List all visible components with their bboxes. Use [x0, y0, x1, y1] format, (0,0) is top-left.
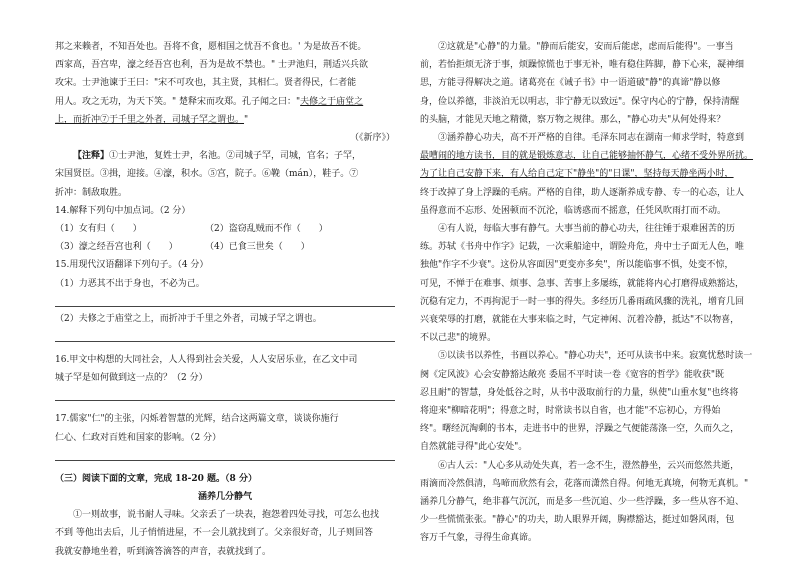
paragraph-4 — [420, 220, 770, 347]
paragraph-6 — [420, 457, 770, 548]
question-15: 15.用现代汉语翻译下列句子。（4 分） — [55, 260, 209, 271]
underlined-sentence: 夫修之于庙堂之 — [300, 96, 364, 107]
essay-line: ①一则故事，说书耐人寻味。父亲丢了一块表，抱怨着四处寻找，可怎么也找 — [73, 510, 380, 521]
essay-title: 涵养几分静气 — [197, 492, 252, 503]
underlined-sentence: 最嘈闹的地方读书，目的就是锻炼意志，让自己能够抽怀静气，心绪不受外界所扰。 — [420, 151, 754, 162]
essay-line: 自然就能寻得"此心安处"。 — [420, 442, 528, 453]
essay-line: 虽得意而不忘形、处困顿而不沉沦，临诱惑而不摇意，任凭风吹雨打而不动。 — [420, 205, 727, 216]
passage-line: 攻宋。士尹池谏于王曰："宋不可攻也，其主贤，其相仁。贤者得民，仁者能 — [55, 78, 357, 89]
essay-line: 忍且耐"的智慧，身处低谷之时，从书中汲取前行的力量，纵使"山重水复"也终将 — [420, 387, 739, 398]
q15-sentence-2: （2）夫修之于庙堂之上，而折冲于千里之外者，司城子罕之谓也。 — [55, 313, 322, 324]
underlined-sentence: 为了让自己安静下来，有人给自己定下"静坐"的"日课"，坚持每天静坐两小时， — [420, 169, 734, 180]
answer-line[interactable] — [55, 328, 395, 342]
essay-line: 思，方能寻得解决之道。诸葛亮在《诫子书》中一语道破"静"的真谛"静以修 — [420, 78, 721, 89]
question-14: 14.解释下列句中加点词。（2 分） — [55, 205, 191, 216]
answer-line[interactable] — [55, 293, 395, 307]
notes-line: ①士尹池，复姓士尹，名池。②司城子罕，司城，官名；子罕， — [109, 151, 362, 162]
q14-item[interactable]: （3）濠之经吾宫也利（ ） — [55, 242, 178, 253]
essay-line: 练。苏轼《书舟中作字》记载，一次乘船途中，谓险舟危，舟中士子面无人色，唯 — [420, 242, 745, 253]
answer-line[interactable] — [55, 447, 395, 461]
essay-line: 阕《定风波》心会安静豁达敞亮 委屈不平时读一卷《宽容的哲学》能收获"既 — [420, 369, 725, 380]
essay-line: 涵养几分静气，绝非暮气沉沉，而是多一些沉追、少一些浮躁，多一些从容不迫、 — [420, 497, 745, 508]
essay-line: 容万千气象，寻得生命真谛。 — [420, 533, 538, 544]
essay-line: ④有人说，每临大事有静气。大事当前的静心功夫，往往锤于艰难困苦的历 — [438, 224, 736, 235]
notes — [55, 147, 395, 202]
passage-line: 上，而折冲⑦于千里之外者，司城子罕之谓也。" — [55, 114, 249, 125]
question-16: 城子罕是如何做到这一点的？（2 分） — [55, 373, 208, 384]
essay-line: 不以己悲"的境界。 — [420, 333, 497, 344]
paragraph-3 — [420, 129, 770, 220]
passage-line: 西家高，吾宫卑，濠之经吾宫也利，吾为是故不禁也。" 士尹池归，荆适兴兵欲 — [55, 60, 369, 71]
essay-line: 雨滴而冷然俱清，鸟啼而欣然有会，花落而潇然自得。何地无真境，何物无真机。" — [420, 478, 749, 489]
notes-line: 折冲：制敌取胜。 — [55, 187, 128, 198]
essay-line: ②这就是"心静"的力量。"静而后能安，安而后能虑，虑而后能得"。一事当 — [438, 42, 734, 52]
passage-line: 用人。攻之无功，为天下笑。" 楚释宋而攻郑。孔子闻之曰："夫修之于庙堂之 — [55, 96, 364, 107]
essay-line: ⑥古人云："人心多从动处失真，若一念不生，澄然静坐，云兴而悠然共逝， — [438, 460, 740, 471]
paragraph-2 — [420, 38, 770, 129]
question-16: 16.甲文中构想的大同社会，人人得到社会关爱，人人安居乐业，在乙文中司 — [55, 355, 358, 366]
essay-line: 可见，不惮于在难事、烦事、急事、苦事上多屡练，就能将内心打磨得成熟豁达， — [420, 278, 745, 289]
essay-line: 我就安静地坐着，听到滴答滴答的声音，表就找到了。 — [55, 546, 272, 557]
notes-label: 【注释】 — [73, 151, 110, 162]
left-column — [55, 38, 395, 561]
essay-line: 兴衰荣辱的打磨，就能在大事来临之时，气定神闲、沉着冷静，抵达"不以物喜， — [420, 315, 740, 326]
q14-row — [55, 220, 395, 238]
notes-line: 宋国贤臣。③揖，迎接。④濠，积水。⑤宫，院子。⑥鞔（mán），鞋子。⑦ — [55, 169, 359, 180]
section-3-heading: （三）阅读下面的文章，完成 18-20 题。（8 分） — [55, 473, 257, 484]
q14-item[interactable]: （2）盗窃乱贼而不作（ ） — [205, 224, 328, 235]
q14-row — [55, 238, 395, 256]
essay-line: 少一些慌慌张张。"静心"的功夫，助人眼界开阔，胸襟豁达，挺过如磐风雨，包 — [420, 515, 735, 526]
essay-line: 不到 等他出去后，儿子悄悄进屋，不一会儿就找到了。父亲很好奇，儿子则回答 — [55, 528, 373, 539]
paragraph-5 — [420, 347, 770, 456]
essay-line: 的头脑，才能见天地之精微，察万物之规律。那么，"静心功夫"从何处得来？ — [420, 114, 726, 125]
source-citation: （《新序》） — [349, 133, 395, 144]
question-17: 17.儒家"仁"的主张，闪烁着智慧的光辉，结合这两篇文章，谈谈你施行 — [55, 414, 339, 425]
essay-line: 独他"作字不少衰"。这份从容面因"更变亦多矣"，所以能临事不惧，处变不惊， — [420, 260, 734, 271]
q14-item[interactable]: （4）已食三世矣（ ） — [205, 242, 310, 253]
passage — [55, 38, 395, 129]
essay-line: 身，俭以养德，非淡泊无以明志，非宁静无以致远"。保守内心的宁静，保持清醒 — [420, 96, 740, 107]
underlined-sentence: 上，而折冲⑦于千里之外者，司城子罕之谓也。 — [55, 114, 245, 125]
essay-line: ⑤以读书以养性，书画以养心。"静心功夫"，还可从读书中来。寂寞忧愁时读一 — [438, 351, 753, 362]
q14-item[interactable]: （1）女有归（ ） — [55, 224, 142, 235]
essay-line: 沉稳有定力，不再拘泥于一时一事的得失。多经历几番雨疏风骤的洗礼，增育几回 — [420, 296, 745, 307]
essay-line: 前，若怡拒烦无济于事，烦躁惊慌也于事无补，唯有稳住阵脚，静下心来，凝神细 — [420, 60, 745, 71]
question-17: 仁心、仁政对百姓和国家的影响。（2 分） — [55, 432, 222, 443]
q15-sentence-1: （1）力恶其不出于身也，不必为己。 — [55, 278, 205, 289]
essay-line: 将迎来"柳暗花明"；得意之时，时常读书以自省，也才能"不忘初心，方得始 — [420, 406, 721, 417]
right-column — [420, 38, 770, 548]
answer-line[interactable] — [55, 387, 395, 401]
essay-line: ③涵养静心功夫，高不开严格的自律。毛泽东同志在湖南一师求学时，特意到 — [438, 133, 745, 144]
passage-line: 邦之来赖者，不知吾处也。吾将不食，愿相国之忧吾不食也。' 为是故吾不徙。 — [55, 42, 367, 52]
essay-line: 终于改掉了身上浮躁的毛病。严格的自律，助人逐渐养成专静、专一的心态，让人 — [420, 187, 745, 198]
essay-line: 终"。曙经沉淘剩的书本，走进书中的世界，浮躁之气便能荡涤一空，久而久之， — [420, 424, 740, 435]
